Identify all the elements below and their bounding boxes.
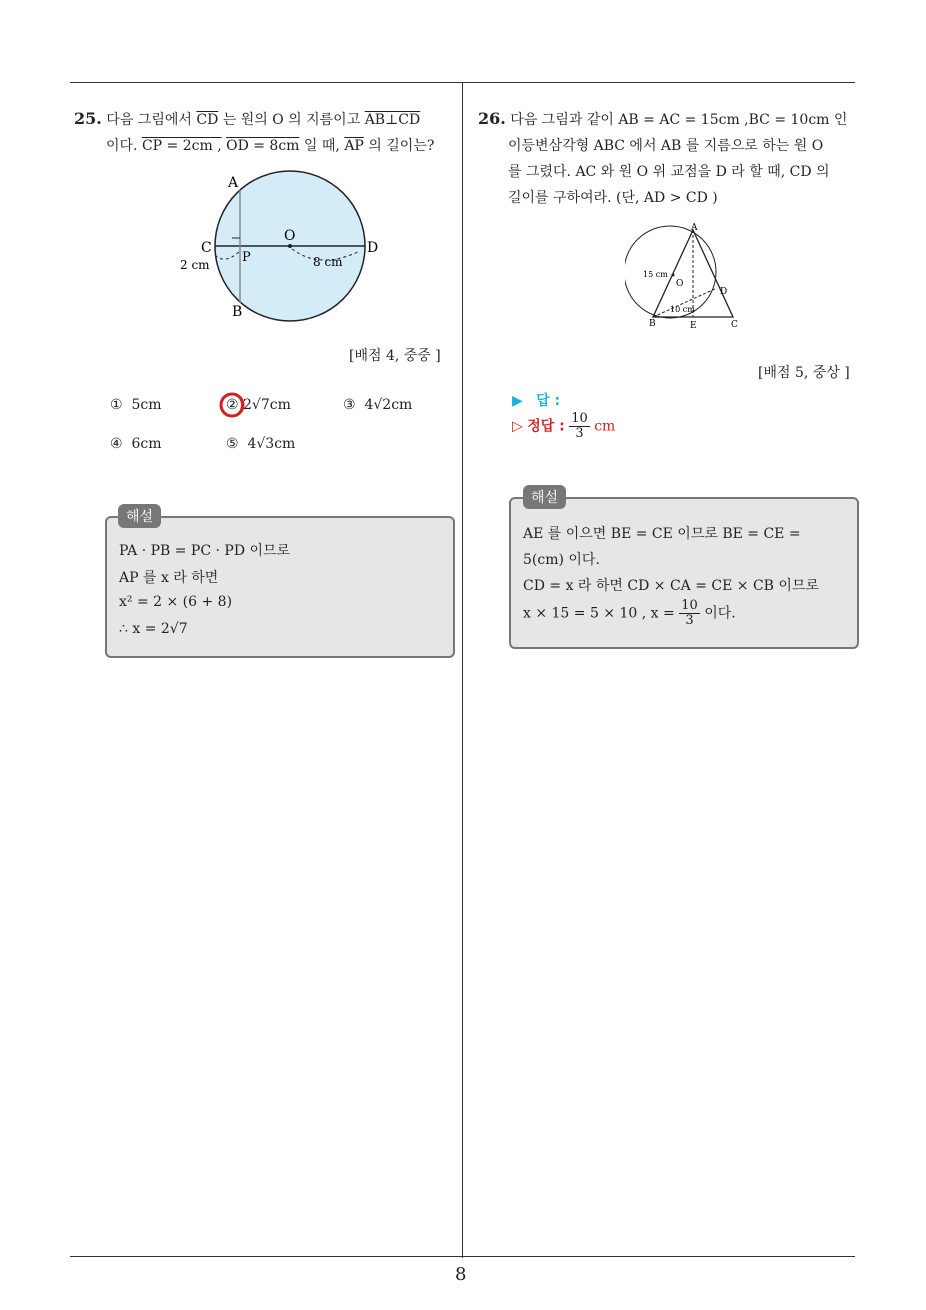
- column-divider: [462, 83, 463, 1258]
- correct-unit: cm: [594, 418, 616, 435]
- q26-number: 26.: [478, 109, 506, 128]
- q26-meta: [배점 5, 중상 ]: [758, 365, 850, 381]
- label-d: D: [720, 287, 728, 297]
- q26-explain-line-1: AE 를 이으면 BE = CE 이므로 BE = CE =: [523, 526, 801, 542]
- center-o: [288, 244, 292, 248]
- q26-stem: 26. 다음 그림과 같이 AB = AC = 15cm ,BC = 10cm 인 이등변삼각형 ABC 에서 AB 를 지름으로 하는 원 O 를 그렸다. AC 와 원 O 위 교점을 D 라 할 때, CD 의 길이를 구하여라. (단, AD > CD ): [478, 109, 848, 206]
- label-2cm: 2 cm: [180, 258, 210, 272]
- q25-explain-line-2: AP 를 x 라 하면: [119, 570, 219, 586]
- q25-explain-line-4: ∴ x = 2√7: [119, 621, 188, 637]
- bottom-rule: [70, 1256, 855, 1257]
- page-number: 8: [455, 1264, 467, 1285]
- label-8cm: 8 cm: [313, 255, 343, 269]
- choice-3[interactable]: ③ 4√2cm: [343, 397, 413, 413]
- label-a: A: [691, 223, 698, 233]
- correct-label: 정답 :: [527, 418, 565, 435]
- choice-4[interactable]: ④ 6cm: [110, 436, 162, 452]
- label-10cm: 10 cm: [670, 305, 695, 314]
- q25-explanation-tag: 해설: [118, 504, 161, 528]
- q26-explanation-tag: 해설: [523, 485, 566, 509]
- explain-fraction: $\frac{10}{3}$: [681, 598, 698, 628]
- label-e: E: [690, 321, 697, 331]
- label-b: B: [649, 319, 656, 329]
- q25-explain-line-1: PA · PB = PC · PD 이므로: [119, 543, 291, 559]
- hollow-arrow-icon: ▷: [512, 418, 523, 435]
- label-o: O: [676, 279, 684, 289]
- q26-correct-row: [512, 412, 615, 441]
- choice-1[interactable]: ① 5cm: [110, 397, 162, 413]
- selected-mark-icon: [218, 391, 248, 421]
- label-b: B: [232, 304, 243, 320]
- label-c: C: [201, 240, 212, 256]
- correct-fraction: $\frac{10}{3}$: [571, 411, 588, 441]
- q25-number: 25.: [74, 109, 102, 128]
- q26-figure: [625, 220, 750, 335]
- label-d: D: [367, 240, 379, 256]
- q25-meta: [배점 4, 중중 ]: [349, 348, 441, 364]
- q25-explain-line-3: x² = 2 × (6 + 8): [119, 594, 233, 610]
- label-c: C: [731, 320, 738, 330]
- q25-explanation-box: [105, 516, 455, 658]
- q26-explain-line-4: x × 15 = 5 × 10 , x = $\frac{10}{3}$ 이다.: [523, 598, 736, 628]
- choice-2[interactable]: ② 2√7cm: [226, 397, 291, 413]
- q26-explain-line-3: CD = x 라 하면 CD × CA = CE × CB 이므로: [523, 578, 819, 594]
- center-o: [672, 274, 675, 277]
- answer-label: 답 :: [536, 393, 561, 409]
- label-a: A: [228, 175, 239, 191]
- q26-answer-row: [512, 390, 560, 410]
- label-p: P: [242, 250, 251, 265]
- choice-5[interactable]: ⑤ 4√3cm: [226, 436, 296, 452]
- label-15cm: 15 cm: [643, 270, 668, 279]
- label-o: O: [284, 228, 296, 244]
- q25-figure: [170, 165, 400, 330]
- q25-stem: 25. 다음 그림에서 $\overline{CD}$ 는 원의 O 의 지름이고 AB⊥CD 이다. CP = 2cm , OD = 8cm 일 때, $\overline{AP}$ 의 길이는?: [74, 109, 435, 154]
- q26-explain-line-2: 5(cm) 이다.: [523, 552, 600, 568]
- q26-explanation-box: [509, 497, 859, 649]
- play-arrow-icon: ▶: [512, 393, 523, 409]
